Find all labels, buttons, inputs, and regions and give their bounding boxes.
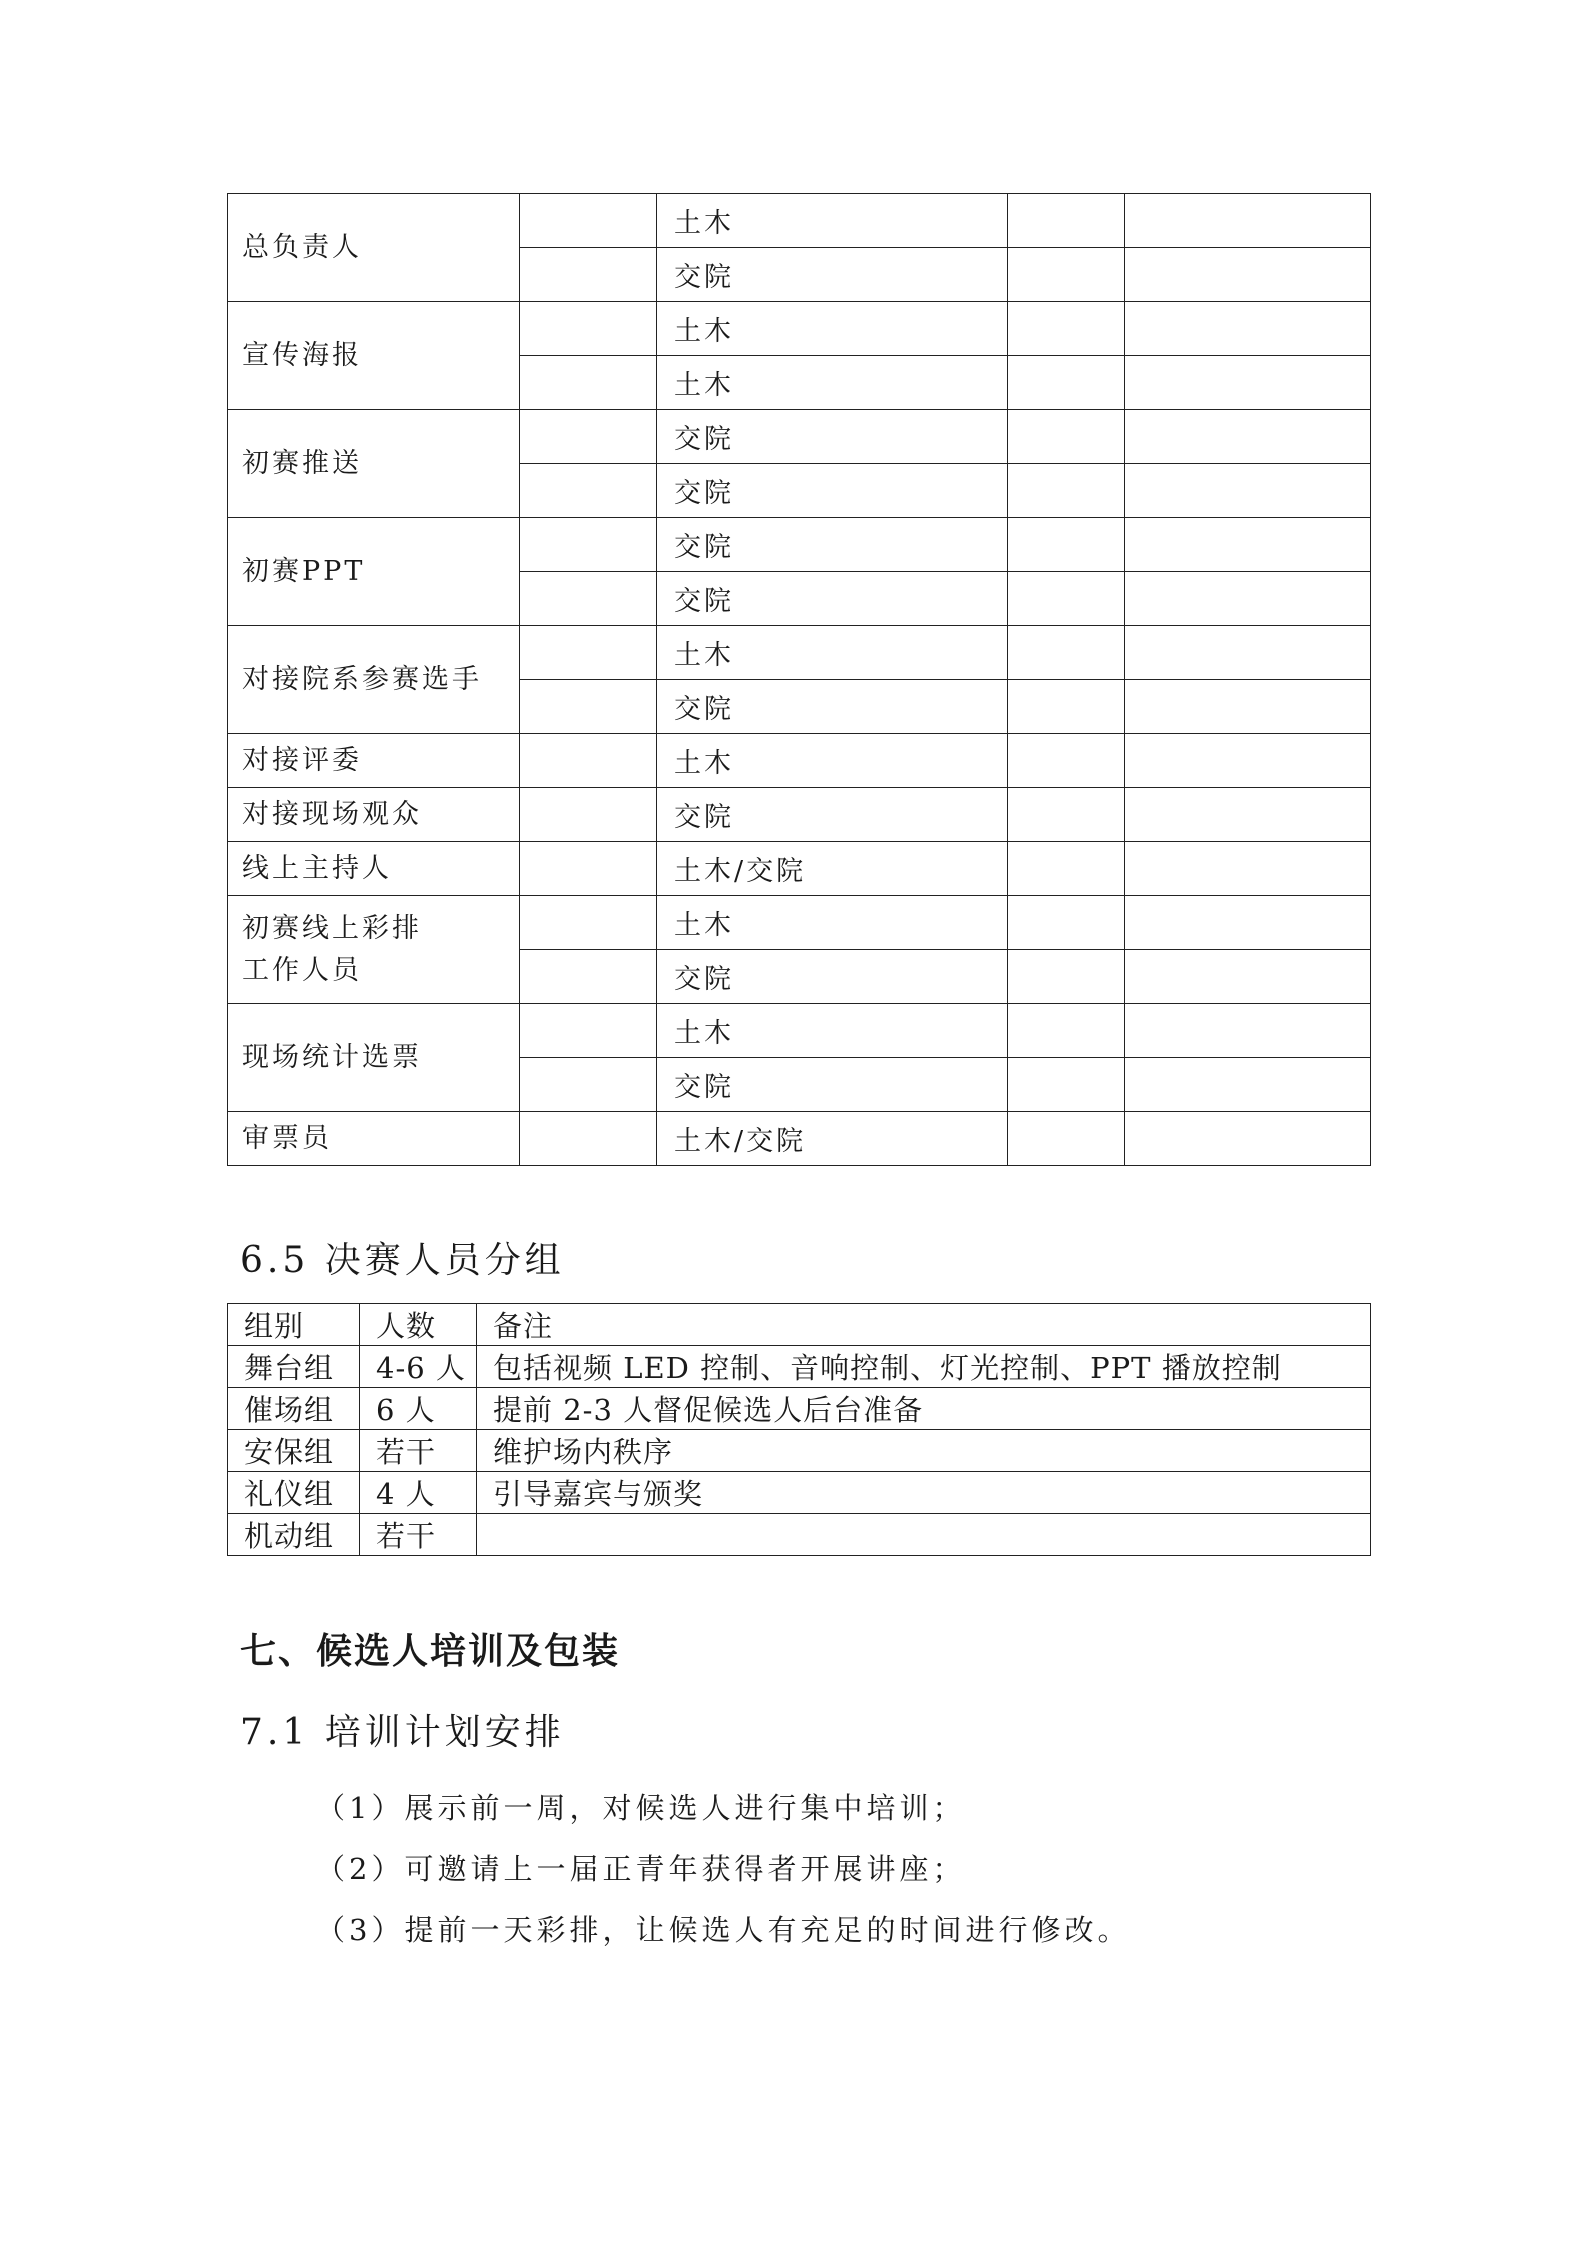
table-row — [228, 896, 1371, 950]
empty-cell — [1008, 464, 1125, 518]
header-cell-notes: 备注 — [477, 1304, 1371, 1346]
empty-cell — [1125, 950, 1371, 1004]
empty-cell — [1125, 1058, 1371, 1112]
table-row — [228, 302, 1371, 356]
college-cell: 交院 — [657, 464, 1008, 518]
name-cell — [520, 518, 657, 572]
header-cell-count: 人数 — [360, 1304, 477, 1346]
table-row — [228, 1004, 1371, 1058]
notes-cell — [477, 1514, 1371, 1556]
table-header-row — [228, 1304, 1371, 1346]
notes-cell: 包括视频 LED 控制、音响控制、灯光控制、PPT 播放控制 — [477, 1346, 1371, 1388]
table-row — [228, 194, 1371, 248]
final-staff-group-table — [227, 1303, 1371, 1556]
role-cell: 对接评委 — [228, 734, 520, 788]
empty-cell — [1008, 194, 1125, 248]
name-cell — [520, 356, 657, 410]
name-cell — [520, 626, 657, 680]
table-row — [228, 1472, 1371, 1514]
name-cell — [520, 842, 657, 896]
name-cell — [520, 572, 657, 626]
notes-cell: 维护场内秩序 — [477, 1430, 1371, 1472]
empty-cell — [1125, 194, 1371, 248]
college-cell: 土木 — [657, 896, 1008, 950]
headcount-cell: 若干 — [360, 1430, 477, 1472]
staff-assignment-table — [227, 193, 1371, 1166]
role-cell: 初赛推送 — [228, 410, 520, 518]
staff-table-body — [228, 194, 1371, 1166]
name-cell — [520, 302, 657, 356]
role-cell: 线上主持人 — [228, 842, 520, 896]
empty-cell — [1008, 1112, 1125, 1166]
name-cell — [520, 1112, 657, 1166]
group-name-cell: 舞台组 — [228, 1346, 360, 1388]
table-row — [228, 1514, 1371, 1556]
name-cell — [520, 950, 657, 1004]
college-cell: 土木 — [657, 734, 1008, 788]
empty-cell — [1125, 518, 1371, 572]
college-cell: 土木 — [657, 1004, 1008, 1058]
empty-cell — [1008, 1058, 1125, 1112]
college-cell: 交院 — [657, 518, 1008, 572]
table-row — [228, 1430, 1371, 1472]
group-name-cell: 机动组 — [228, 1514, 360, 1556]
training-plan-item: （1）展示前一周，对候选人进行集中培训； — [316, 1791, 966, 1825]
college-cell: 交院 — [657, 1058, 1008, 1112]
role-cell: 初赛PPT — [228, 518, 520, 626]
group-name-cell: 礼仪组 — [228, 1472, 360, 1514]
headcount-cell: 4 人 — [360, 1472, 477, 1514]
empty-cell — [1125, 1112, 1371, 1166]
section-7-heading: 七、候选人培训及包装 — [240, 1631, 621, 1672]
empty-cell — [1008, 680, 1125, 734]
name-cell — [520, 248, 657, 302]
empty-cell — [1125, 788, 1371, 842]
group-name-cell: 安保组 — [228, 1430, 360, 1472]
table-row — [228, 1388, 1371, 1430]
name-cell — [520, 1004, 657, 1058]
table-row — [228, 788, 1371, 842]
table-row — [228, 518, 1371, 572]
table-row — [228, 626, 1371, 680]
headcount-cell: 6 人 — [360, 1388, 477, 1430]
empty-cell — [1125, 842, 1371, 896]
table-row — [228, 734, 1371, 788]
empty-cell — [1125, 356, 1371, 410]
empty-cell — [1008, 410, 1125, 464]
empty-cell — [1125, 410, 1371, 464]
notes-cell: 提前 2-3 人督促候选人后台准备 — [477, 1388, 1371, 1430]
name-cell — [520, 410, 657, 464]
college-cell: 交院 — [657, 680, 1008, 734]
college-cell: 交院 — [657, 572, 1008, 626]
empty-cell — [1125, 248, 1371, 302]
empty-cell — [1008, 356, 1125, 410]
empty-cell — [1125, 464, 1371, 518]
role-cell: 初赛线上彩排 工作人员 — [228, 896, 520, 1004]
empty-cell — [1008, 302, 1125, 356]
headcount-cell: 4-6 人 — [360, 1346, 477, 1388]
notes-cell: 引导嘉宾与颁奖 — [477, 1472, 1371, 1514]
role-cell: 审票员 — [228, 1112, 520, 1166]
name-cell — [520, 788, 657, 842]
table-row — [228, 410, 1371, 464]
empty-cell — [1008, 626, 1125, 680]
empty-cell — [1008, 248, 1125, 302]
section-6-5-heading: 6.5 决赛人员分组 — [240, 1240, 565, 1281]
name-cell — [520, 896, 657, 950]
college-cell: 交院 — [657, 788, 1008, 842]
role-cell: 对接院系参赛选手 — [228, 626, 520, 734]
college-cell: 土木/交院 — [657, 1112, 1008, 1166]
training-plan-item: （2）可邀请上一届正青年获得者开展讲座； — [316, 1852, 966, 1886]
empty-cell — [1008, 842, 1125, 896]
college-cell: 交院 — [657, 950, 1008, 1004]
college-cell: 土木 — [657, 302, 1008, 356]
college-cell: 土木 — [657, 626, 1008, 680]
name-cell — [520, 734, 657, 788]
empty-cell — [1008, 950, 1125, 1004]
college-cell: 土木 — [657, 356, 1008, 410]
college-cell: 交院 — [657, 248, 1008, 302]
empty-cell — [1008, 518, 1125, 572]
table-row — [228, 842, 1371, 896]
empty-cell — [1008, 896, 1125, 950]
empty-cell — [1008, 788, 1125, 842]
empty-cell — [1125, 302, 1371, 356]
college-cell: 土木 — [657, 194, 1008, 248]
name-cell — [520, 1058, 657, 1112]
empty-cell — [1008, 734, 1125, 788]
role-cell: 宣传海报 — [228, 302, 520, 410]
empty-cell — [1125, 680, 1371, 734]
name-cell — [520, 464, 657, 518]
empty-cell — [1125, 1004, 1371, 1058]
table-row — [228, 1346, 1371, 1388]
header-cell-group: 组别 — [228, 1304, 360, 1346]
role-cell: 对接现场观众 — [228, 788, 520, 842]
training-plan-item: （3）提前一天彩排，让候选人有充足的时间进行修改。 — [316, 1913, 1131, 1947]
headcount-cell: 若干 — [360, 1514, 477, 1556]
table-row — [228, 1112, 1371, 1166]
empty-cell — [1008, 572, 1125, 626]
role-cell: 总负责人 — [228, 194, 520, 302]
name-cell — [520, 194, 657, 248]
empty-cell — [1125, 896, 1371, 950]
college-cell: 交院 — [657, 410, 1008, 464]
empty-cell — [1125, 734, 1371, 788]
section-7-1-heading: 7.1 培训计划安排 — [240, 1712, 565, 1753]
college-cell: 土木/交院 — [657, 842, 1008, 896]
role-cell: 现场统计选票 — [228, 1004, 520, 1112]
empty-cell — [1125, 572, 1371, 626]
group-name-cell: 催场组 — [228, 1388, 360, 1430]
empty-cell — [1125, 626, 1371, 680]
empty-cell — [1008, 1004, 1125, 1058]
name-cell — [520, 680, 657, 734]
